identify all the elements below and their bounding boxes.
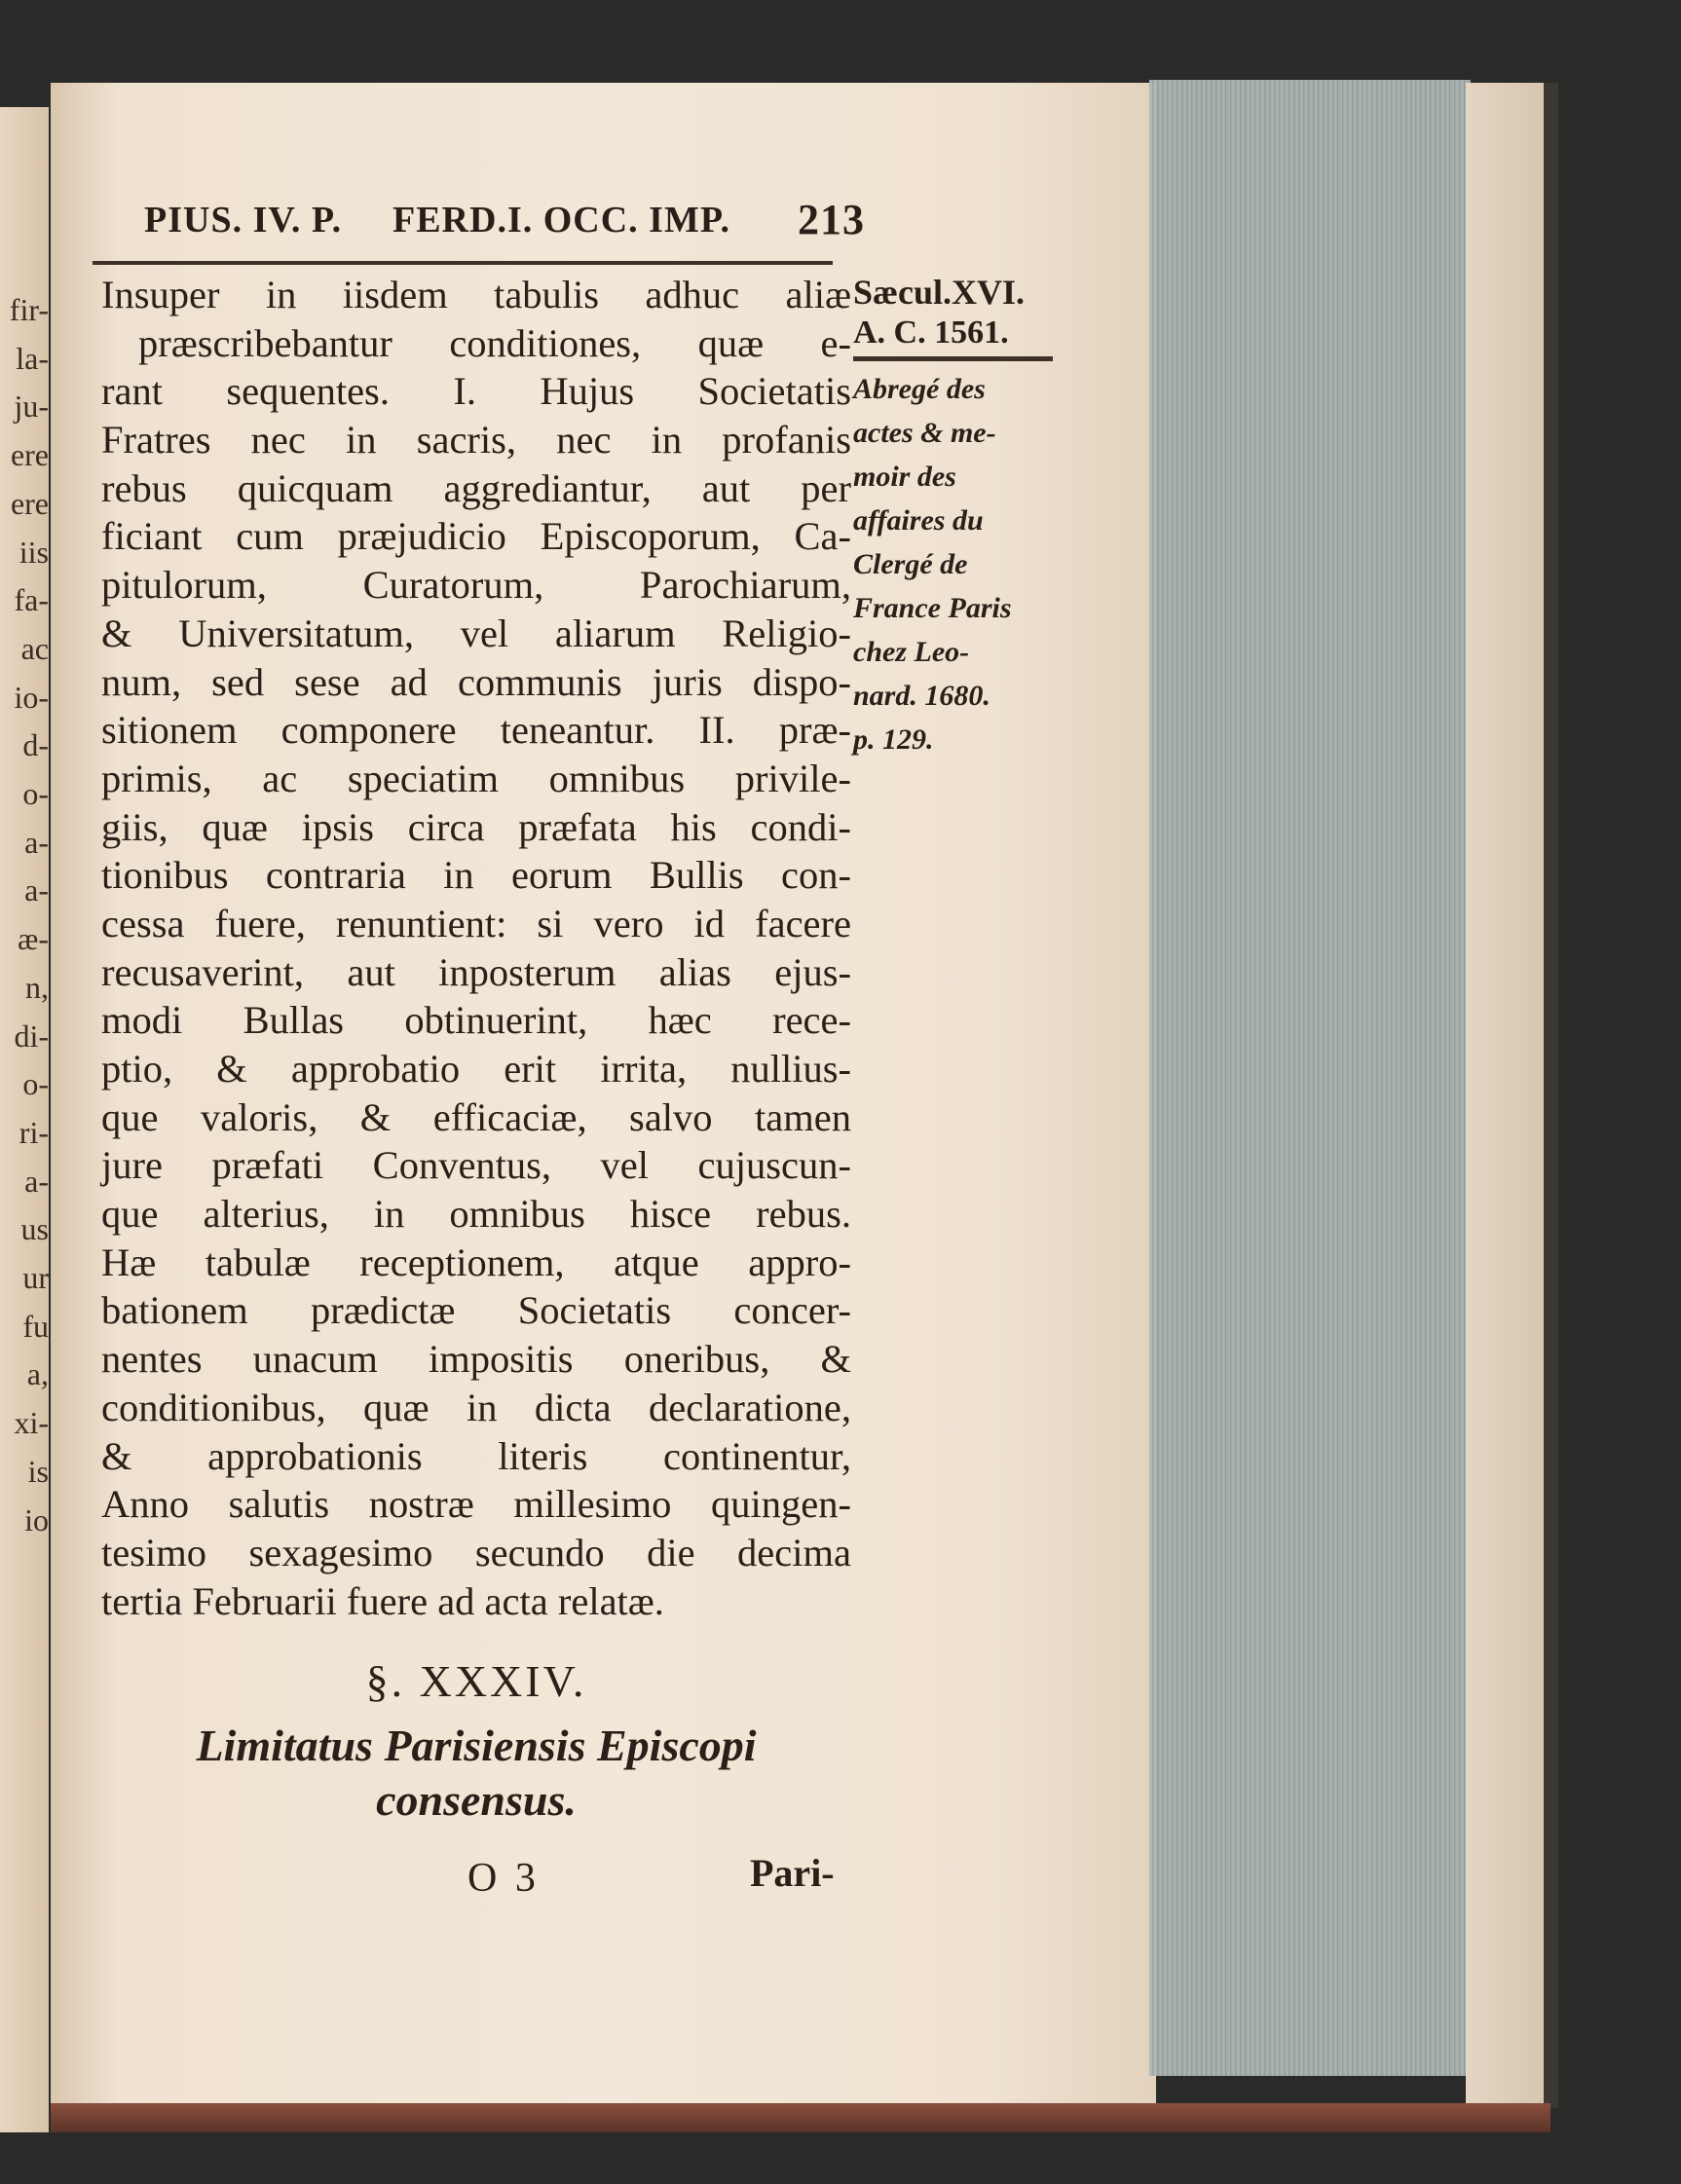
- facing-page-fragment: d-: [22, 727, 49, 763]
- facing-page-fragment: a-: [24, 1163, 49, 1199]
- text-line: Hæ tabulæ receptionem, atque appro-: [101, 1240, 851, 1284]
- section-title-line1: Limitatus Parisiensis Episcopi: [196, 1721, 757, 1770]
- facing-page-fragment: di-: [14, 1018, 49, 1054]
- facing-page-fragment: ere: [10, 437, 49, 473]
- facing-page-fragment: fir-: [9, 292, 49, 327]
- facing-page-fragment: iis: [19, 534, 49, 570]
- header-rule: [93, 261, 833, 265]
- text-line: que valoris, & efficaciæ, salvo tamen: [101, 1094, 851, 1139]
- facing-page-fragment: o-: [22, 1066, 49, 1102]
- text-line: Anno salutis nostræ millesimo quingen-: [101, 1482, 851, 1527]
- main-text-block: [101, 271, 851, 1625]
- text-line: pitulorum, Curatorum, Parochiarum,: [101, 563, 851, 608]
- section-title-line2: consensus.: [376, 1775, 577, 1825]
- text-line: rant sequentes. I. Hujus Societatis: [101, 369, 851, 414]
- margin-reference-line: affaires du: [853, 504, 984, 537]
- facing-page-fragment: ac: [20, 630, 49, 666]
- margin-saeculum: Sæcul.XVI.: [853, 273, 1026, 312]
- text-line: Fratres nec in sacris, nec in profanis: [101, 418, 851, 463]
- text-line: que alterius, in omnibus hisce rebus.: [101, 1192, 851, 1237]
- facing-page-fragment: a,: [26, 1356, 49, 1392]
- facing-page-fragment: ur: [22, 1260, 49, 1295]
- text-line: bationem prædictæ Societatis concer-: [101, 1288, 851, 1333]
- facing-page-fragment: fu: [22, 1308, 49, 1344]
- text-line: præscribebantur conditiones, quæ e-: [138, 320, 851, 365]
- margin-reference-line: chez Leo-: [853, 636, 970, 668]
- running-header: [144, 196, 865, 247]
- book-cover-edge: [1466, 83, 1544, 2113]
- facing-page-fragment: xi-: [14, 1405, 49, 1441]
- facing-page-fragment: n,: [25, 969, 49, 1005]
- signature-mark: O 3: [467, 1856, 540, 1901]
- section-title: [101, 1719, 851, 1828]
- margin-reference-line: actes & me-: [853, 417, 996, 449]
- text-line: primis, ac speciatim omnibus privile-: [101, 756, 851, 800]
- facing-page-fragment: a-: [24, 824, 49, 860]
- header-pope: PIUS. IV. P.: [144, 200, 343, 241]
- text-line: giis, quæ ipsis circa præfata his condi-: [101, 804, 851, 849]
- text-line: cessa fuere, renuntient: si vero id facere: [101, 901, 851, 945]
- facing-page-fragment: ere: [10, 485, 49, 521]
- facing-page-fragment: a-: [24, 872, 49, 908]
- text-line: rebus quicquam aggrediantur, aut per: [101, 465, 851, 510]
- text-line: modi Bullas obtinuerint, hæc rece-: [101, 998, 851, 1043]
- text-line: jure præfati Conventus, vel cujuscun-: [101, 1143, 851, 1188]
- facing-page-fragment: o-: [22, 776, 49, 811]
- facing-page-fragment: is: [27, 1453, 49, 1489]
- margin-reference: [853, 367, 1067, 761]
- margin-notes: [853, 271, 1067, 761]
- text-line: ptio, & approbatio erit irrita, nullius-: [101, 1047, 851, 1091]
- page-number: 213: [798, 196, 865, 243]
- text-line: Insuper in iisdem tabulis adhuc aliæ: [101, 273, 851, 316]
- facing-page-fragment: us: [20, 1211, 49, 1247]
- facing-page-fragment: la-: [16, 340, 49, 376]
- facing-page-fragment: io: [24, 1501, 49, 1537]
- facing-page-fragment: fa-: [14, 582, 49, 618]
- text-line: recusaverint, aut inposterum alias ejus-: [101, 949, 851, 994]
- facing-page-fragment: ju-: [14, 389, 49, 425]
- text-line: ficiant cum præjudicio Episcoporum, Ca-: [101, 514, 851, 559]
- margin-reference-line: Abregé des: [853, 373, 986, 405]
- margin-reference-line: p. 129.: [853, 723, 934, 756]
- text-line: tionibus contraria in eorum Bullis con-: [101, 853, 851, 898]
- margin-anno: A. C. 1561.: [853, 315, 1009, 351]
- section-number: §. XXXIV.: [365, 1656, 587, 1706]
- margin-reference-line: moir des: [853, 461, 956, 493]
- text-line: tertia Februarii fuere ad acta relatæ.: [101, 1578, 664, 1623]
- header-emperor: FERD.I. OCC. IMP.: [392, 200, 731, 241]
- text-line: conditionibus, quæ in dicta declaratione,: [101, 1385, 851, 1429]
- book-bottom-edge: [51, 2103, 1550, 2132]
- margin-rule: [853, 356, 1053, 361]
- facing-page-fragment: æ-: [18, 921, 49, 957]
- cover-shadow: [1544, 83, 1558, 2108]
- margin-reference-line: nard. 1680.: [853, 680, 990, 712]
- text-line: & approbationis literis continentur,: [101, 1433, 851, 1478]
- page-block-edge: [1149, 80, 1471, 2076]
- margin-reference-line: France Paris: [853, 592, 1012, 624]
- facing-page-fragment: io-: [14, 679, 49, 715]
- margin-reference-line: Clergé de: [853, 548, 968, 580]
- catchword: Pari-: [750, 1851, 835, 1895]
- facing-page-fragment: ri-: [19, 1114, 49, 1150]
- text-line: nentes unacum impositis oneribus, &: [101, 1337, 851, 1382]
- text-line: tesimo sexagesimo secundo die decima: [101, 1530, 851, 1574]
- text-line: sitionem componere teneantur. II. præ-: [101, 708, 851, 753]
- text-line: & Universitatum, vel aliarum Religio-: [101, 611, 851, 655]
- text-line: num, sed sese ad communis juris dispo-: [101, 659, 851, 704]
